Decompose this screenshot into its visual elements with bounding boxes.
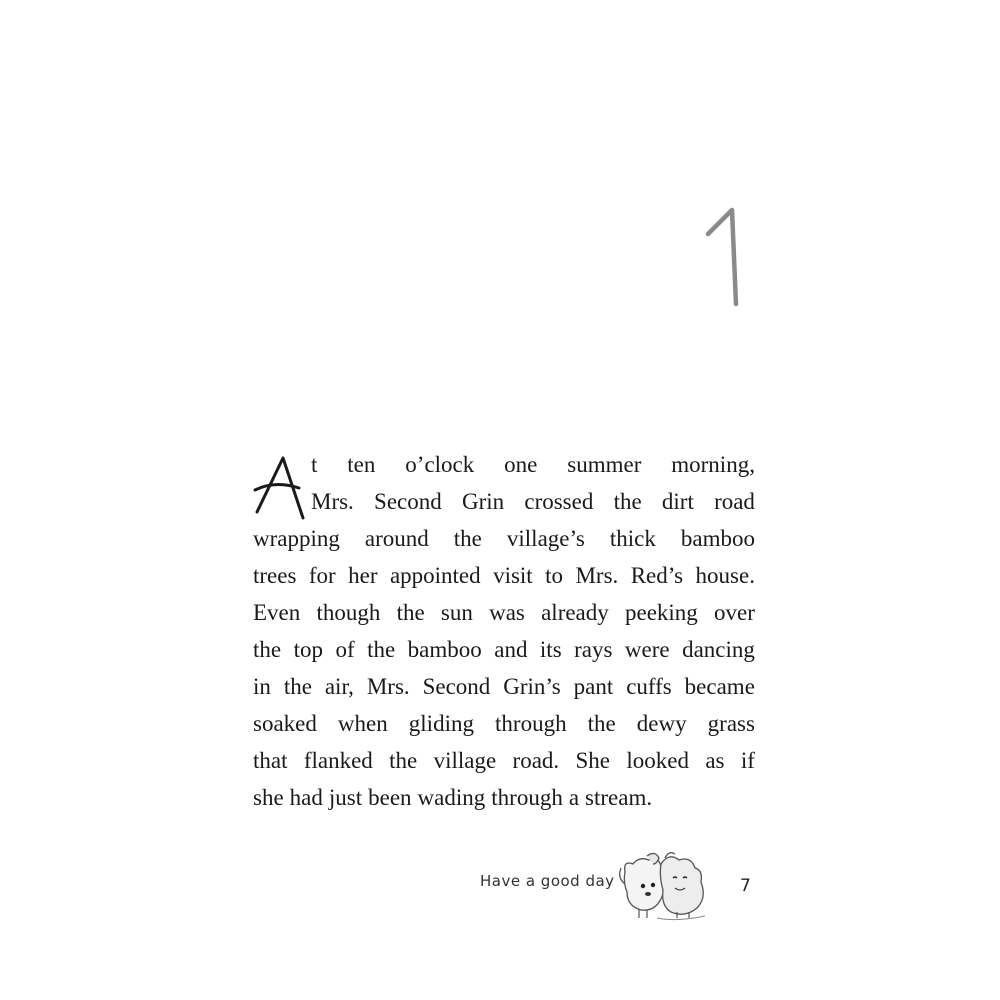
- paragraph-word: as: [705, 748, 725, 773]
- paragraph-word: morning,: [671, 452, 755, 477]
- paragraph-word: bamboo: [407, 637, 482, 662]
- paragraph-word: Grin: [461, 489, 505, 514]
- paragraph-word: Mrs.: [311, 489, 354, 514]
- paragraph-word: summer: [567, 452, 642, 477]
- footer-tagline: Have a good day: [480, 872, 615, 890]
- paragraph-word: just: [328, 785, 363, 810]
- paragraph-word: cuffs: [626, 674, 672, 699]
- chapter-opening-paragraph: [253, 446, 755, 816]
- paragraph-word: the: [389, 748, 418, 773]
- paragraph-word: visit: [493, 563, 533, 588]
- paragraph-word: were: [624, 637, 670, 662]
- paragraph-word: road.: [512, 748, 560, 773]
- paragraph-word: the: [253, 637, 282, 662]
- paragraph-word: o’clock: [405, 452, 475, 477]
- paragraph-word: rays: [574, 637, 613, 662]
- paragraph-word: wrapping: [253, 526, 340, 551]
- paragraph-word: was: [489, 600, 525, 625]
- chapter-number-glyph: [690, 196, 750, 311]
- paragraph-word: road: [714, 489, 755, 514]
- paragraph-word: the: [396, 600, 425, 625]
- paragraph-word: Second: [374, 489, 442, 514]
- paragraph-word: dirt: [661, 489, 694, 514]
- paragraph-word: of: [335, 637, 355, 662]
- paragraph-word: the: [587, 711, 616, 736]
- paragraph-word: grass: [707, 711, 755, 736]
- paragraph-word: been: [368, 785, 412, 810]
- paragraph-word: the: [613, 489, 642, 514]
- paragraph-word: a: [568, 785, 580, 810]
- paragraph-word: gliding: [408, 711, 474, 736]
- paragraph-word: had: [289, 785, 323, 810]
- paragraph-line: [253, 668, 755, 705]
- page-number: 7: [740, 876, 751, 896]
- paragraph-line: [253, 705, 755, 742]
- paragraph-word: one: [504, 452, 538, 477]
- paragraph-word: her: [348, 563, 378, 588]
- paragraph-word: appointed: [389, 563, 481, 588]
- paragraph-word: around: [364, 526, 429, 551]
- paragraph-word: when: [337, 711, 388, 736]
- paragraph-word: looked: [626, 748, 689, 773]
- paragraph-word: thick: [609, 526, 656, 551]
- paragraph-word: the: [367, 637, 396, 662]
- paragraph-word: over: [714, 600, 755, 625]
- paragraph-word: village’s: [506, 526, 585, 551]
- paragraph-word: for: [308, 563, 336, 588]
- paragraph-word: through: [491, 785, 563, 810]
- paragraph-word: ten: [347, 452, 376, 477]
- paragraph-word: Even: [253, 600, 301, 625]
- paragraph-word: top: [293, 637, 323, 662]
- paragraph-word: wading: [417, 785, 486, 810]
- paragraph-word: that: [253, 748, 288, 773]
- paragraph-word: already: [541, 600, 609, 625]
- paragraph-word: dancing: [682, 637, 755, 662]
- paragraph-word: if: [740, 748, 755, 773]
- paragraph-word: though: [316, 600, 381, 625]
- paragraph-word: Red’s: [630, 563, 684, 588]
- paragraph-word: house.: [695, 563, 755, 588]
- paragraph-word: air,: [324, 674, 354, 699]
- paragraph-line: [253, 631, 755, 668]
- paragraph-line: [253, 742, 755, 779]
- paragraph-word: bamboo: [680, 526, 755, 551]
- paragraph-word: the: [453, 526, 482, 551]
- paragraph-word: Second: [422, 674, 491, 699]
- paragraph-word: pant: [573, 674, 614, 699]
- paragraph-word: Mrs.: [366, 674, 410, 699]
- paragraph-word: in: [253, 674, 271, 699]
- paragraph-word: stream.: [585, 785, 653, 810]
- paragraph-word: the: [283, 674, 312, 699]
- paragraph-word: became: [684, 674, 755, 699]
- paragraph-word: to: [545, 563, 564, 588]
- paragraph-word: crossed: [524, 489, 594, 514]
- paragraph-line: [253, 557, 755, 594]
- paragraph-line: [253, 520, 755, 557]
- paragraph-word: trees: [253, 563, 297, 588]
- paragraph-line: [253, 483, 755, 520]
- paragraph-word: t: [311, 452, 318, 477]
- paragraph-word: flanked: [303, 748, 373, 773]
- paragraph-word: Mrs.: [575, 563, 619, 588]
- paragraph-word: through: [495, 711, 567, 736]
- puppies-illustration-icon: [617, 850, 712, 922]
- paragraph-word: peeking: [625, 600, 698, 625]
- paragraph-line: [253, 594, 755, 631]
- paragraph-line: [253, 446, 755, 483]
- paragraph-word: Grin’s: [503, 674, 561, 699]
- paragraph-word: dewy: [636, 711, 687, 736]
- chapter-number: [690, 196, 750, 311]
- paragraph-line: [253, 779, 755, 816]
- paragraph-word: she: [253, 785, 284, 810]
- drop-cap-letter: [253, 454, 309, 520]
- paragraph-word: She: [575, 748, 611, 773]
- paragraph-word: its: [539, 637, 562, 662]
- paragraph-word: soaked: [253, 711, 317, 736]
- paragraph-word: and: [494, 637, 528, 662]
- paragraph-word: village: [433, 748, 497, 773]
- paragraph-word: sun: [440, 600, 473, 625]
